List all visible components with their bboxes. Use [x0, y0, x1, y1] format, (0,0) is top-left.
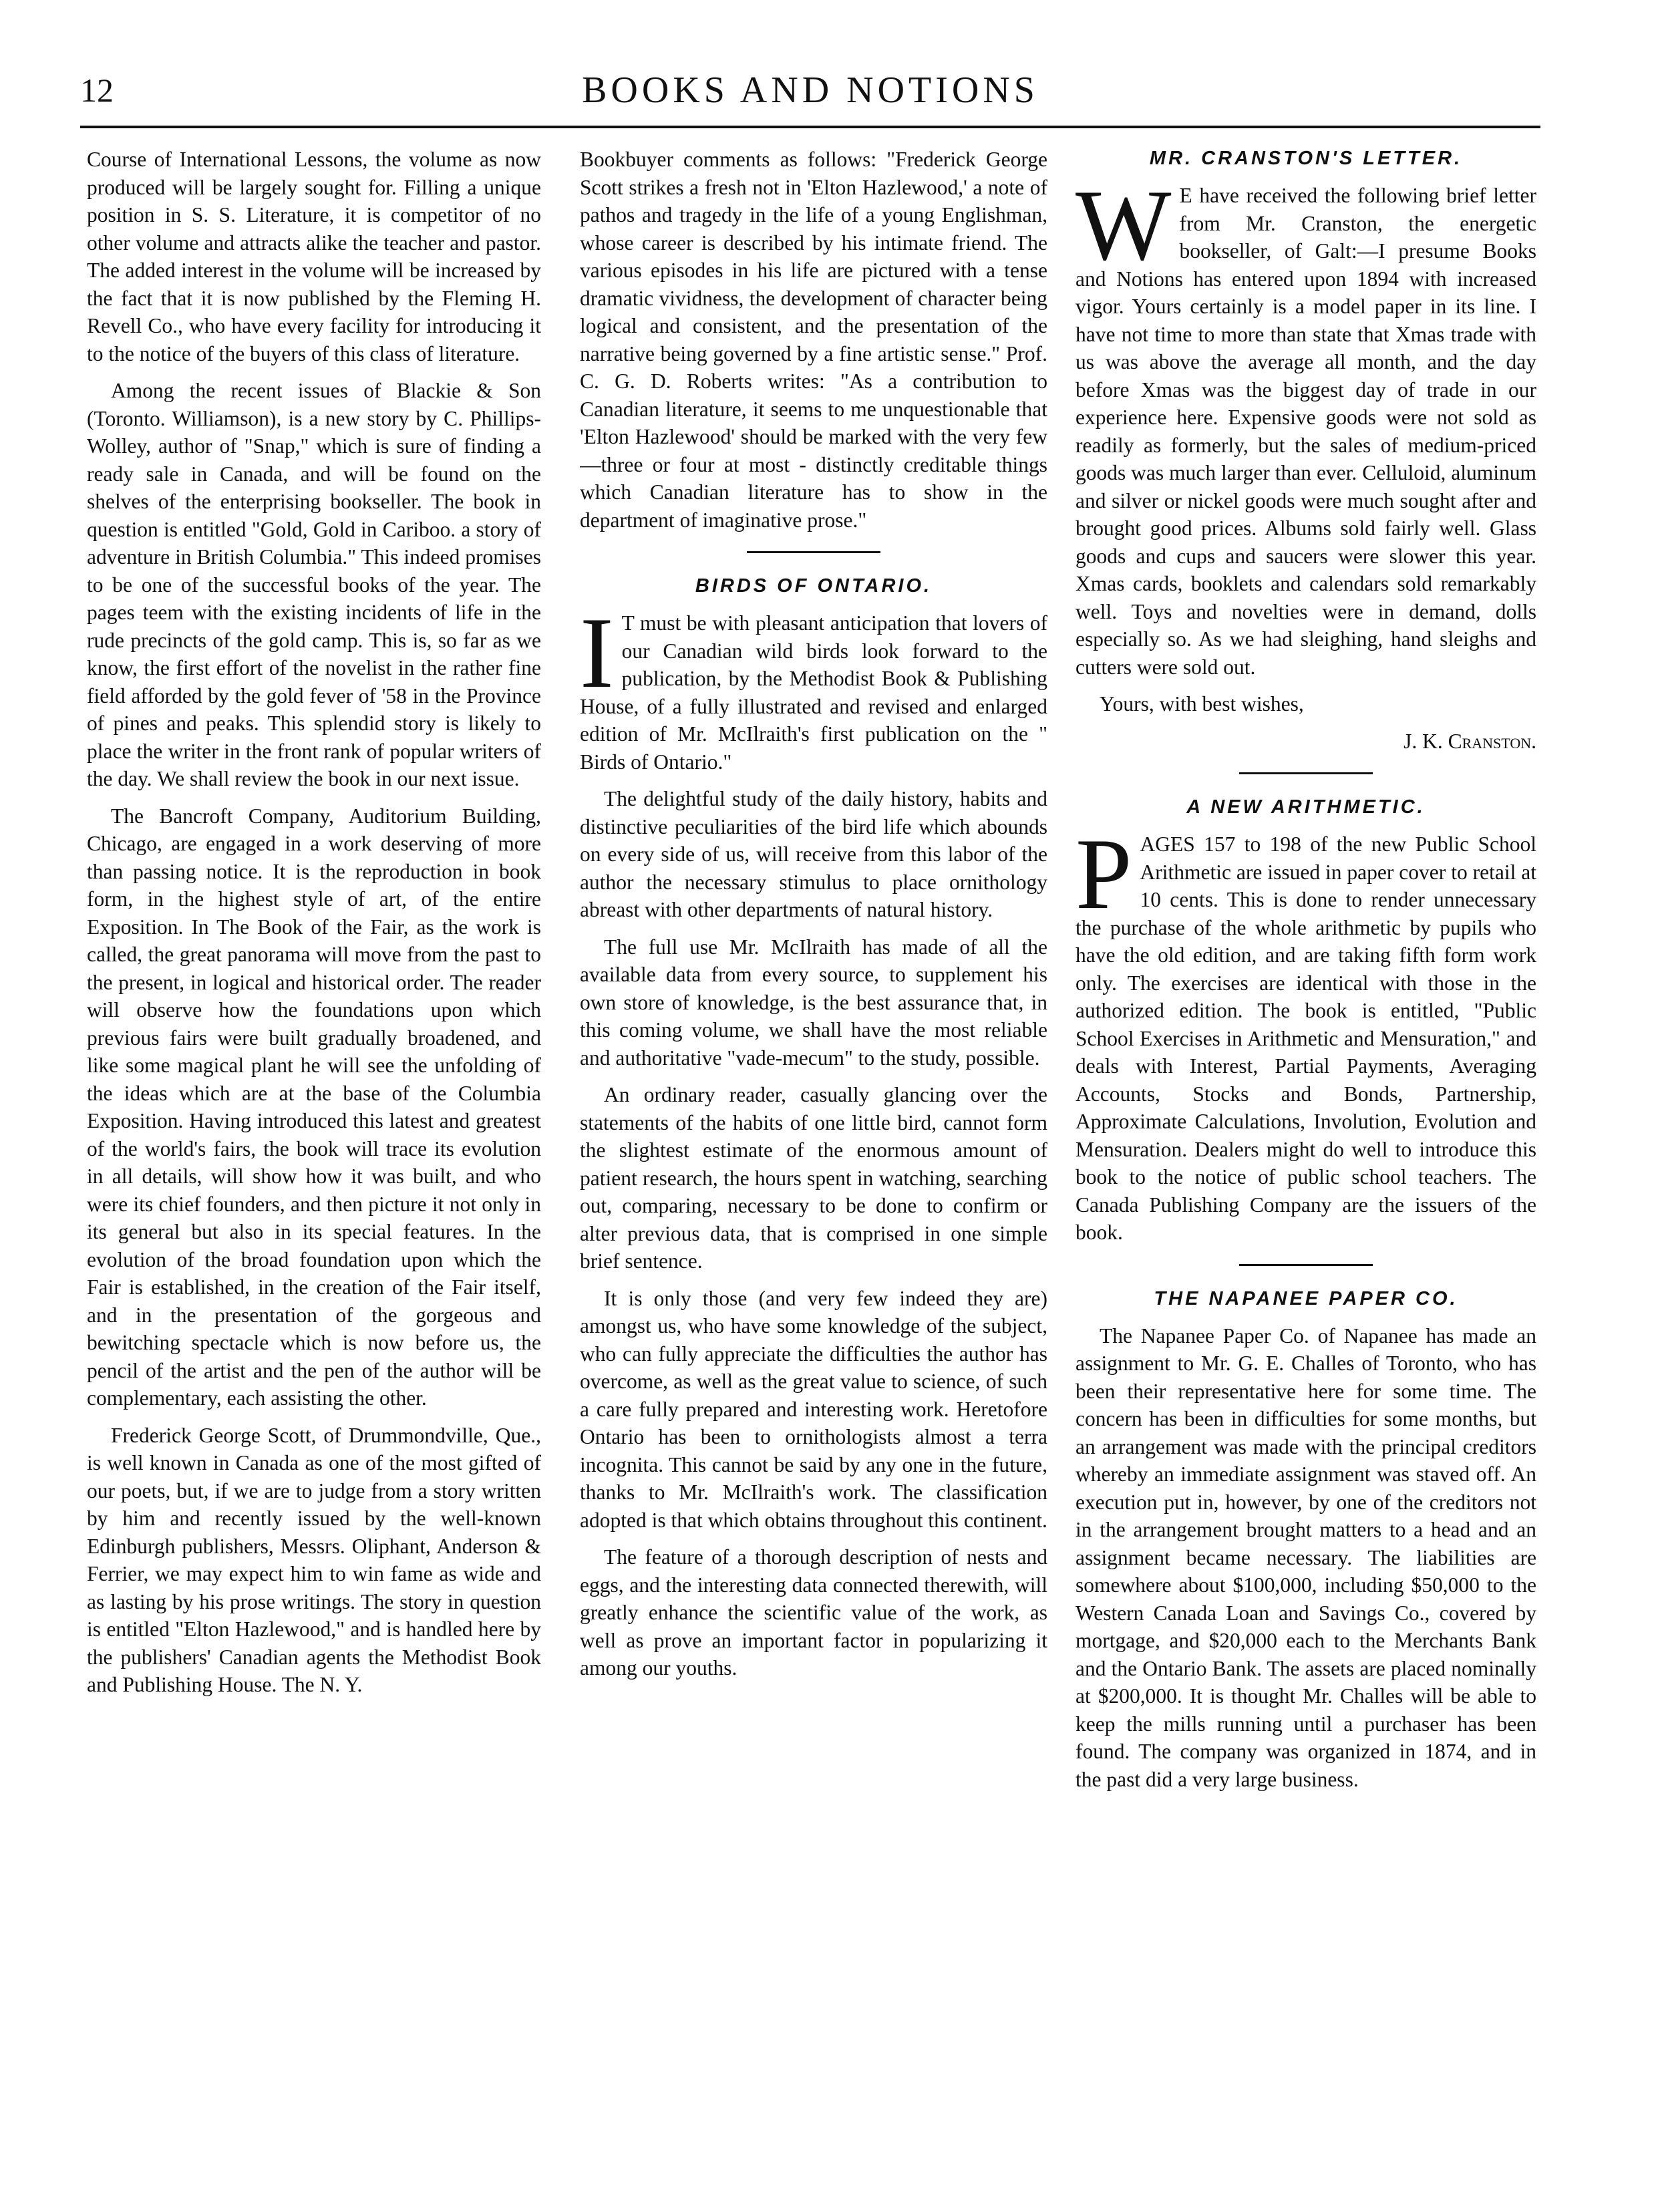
paragraph-birds-difficulties: It is only those (and very few indeed they are) amongst us, who have some knowledge of the subject, who can fully appreciate the difficulties the author has overcome, as well as the great value to science, of such a care fully prepared and interesting work. Heretofore Ontario has been to ornithologists almost a terra incognita. This cannot be said by any one in the future, thanks to Mr. McIlraith's work. The classification adopted is that which obtains throughout this continent. [580, 1286, 1047, 1532]
paragraph-napanee-paper: The Napanee Paper Co. of Napanee has made an assignment to Mr. G. E. Challes of Toronto, who has been their representative here for some time. The concern has been in difficulties for some months, but an arrangement was made with the principal creditors whereby an immediate assignment was staved off. An execution put in, however, by one of the creditors not in the arrangement brought matters to a head and an assignment became necessary. The liabilities are somewhere about $100,000, including $50,000 to the Western Canada Loan and Savings Co., covered by mortgage, and $20,000 each to the Merchants Bank and the Ontario Bank. The assets are placed nominally at $200,000. It is thought Mr. Challes will be able to keep the mills running until a purchaser has been found. The company was organized in 1874, and in the past did a very large business. [1076, 1323, 1536, 1791]
paragraph-birds-data: The full use Mr. McIlraith has made of all the available data from every source, to supplement his own store of knowledge, is the best assurance that, in this coming volume, we shall have the most reliable and authoritative "vade-mecum" to the study, possible. [580, 935, 1047, 1070]
drop-cap: P [1076, 818, 1132, 930]
letter-signoff: Yours, with best wishes, [1100, 692, 1304, 716]
column-left [87, 146, 541, 2177]
paragraph-frederick-george-scott: Frederick George Scott, of Drummondville, Que., is well known in Canada as one of the most gifted of our poets, but, if we are to judge from a story written by him and recently issued by the well-known Edinburgh publishers, Messrs. Oliphant, Anderson & Ferrier, we may expect him to win fame as wide and as lasting by his prose writings. The story in question is entitled "Elton Hazlewood," and is handled here by the publishers' Canadian agents the Methodist Book and Publishing House. The N. Y. [87, 1423, 541, 1696]
publication-title: BOOKS AND NOTIONS [582, 69, 1039, 111]
section-title-birds-of-ontario: BIRDS OF ONTARIO. [695, 575, 933, 597]
paragraph-text: E have received the following brief letter from Mr. Cranston, the energetic bookseller, of Galt:—I presume Books and Notions has entered upon 1894 with increased vigor. Yours certainly is a model paper in its line. I have not time to more than state that Xmas trade with us was above the average all month, and the day before Xmas was the biggest day of trade in our experience here. Expensive goods were not sold as readily as formerly, but the sales of medium-priced goods was much larger than ever. Celluloid, aluminum and silver or nickel goods were much sought after and brought good prices. Albums sold fairly well. Glass goods and cups and saucers were slower this year. Xmas cards, booklets and calendars sold remarkably well. Toys and novelties were in demand, dolls especially so. As we had sleighing, hand sleighs and cutters were sold out. [1076, 184, 1536, 679]
paragraph-arithmetic [1076, 818, 1536, 1247]
paragraph-text: T must be with pleasant anticipation that lovers of our Canadian wild birds look forward to the publication, by the Methodist Book & Publishing House, of a fully illustrated and revised and enlarged edition of Mr. McIlraith's first publication on the " Birds of Ontario." [580, 611, 1047, 774]
section-title-cranston-letter: MR. CRANSTON'S LETTER. [1149, 148, 1463, 169]
column-middle [580, 146, 1047, 2177]
paragraph-birds-study: The delightful study of the daily history, habits and distinctive peculiarities of the bird life which abounds on every side of us, will receive from this labor of the author the necessary stimulus to place ornithology abreast with other departments of natural history. [580, 787, 1047, 921]
header-rule [80, 126, 1540, 128]
paragraph-text: AGES 157 to 198 of the new Public School Arithmetic are issued in paper cover to retail at 10 cents. This is done to render unnecessary the purchase of the whole arithmetic by pupils who have the old edition, and are taking fifth form work only. The exercises are identical with those in the authorized edition. The book is entitled, "Public School Exercises in Arithmetic and Mensuration," and deals with Interest, Partial Payments, Averaging Accounts, Stocks and Bonds, Partnership, Approximate Calculations, Involution, Evolution and Mensuration. Dealers might do well to introduce this book to the notice of public school teachers. The Canada Publishing Company are the issuers of the book. [1076, 832, 1536, 1244]
section-title-new-arithmetic: A NEW ARITHMETIC. [1186, 796, 1426, 818]
letter-signature: J. K. Cranston. [1403, 729, 1536, 753]
paragraph-bookbuyer-comments: Bookbuyer comments as follows: "Frederick George Scott strikes a fresh not in 'Elton Hazlewood,' a note of pathos and tragedy in the life of a young Englishman, whose career is described by his intimate friend. The various episodes in his life are pictured with a tense dramatic vividness, the development of character being logical and consistent, and the presentation of the narrative being governed by a fine artistic sense." Prof. C. G. D. Roberts writes: "As a contribution to Canadian literature, it seems to me unquestionable that 'Elton Hazlewood' should be marked with the very few—three or four at most - distinctly creditable things which Canadian literature has to show in the department of imaginative prose." [580, 148, 1047, 532]
paragraph-international-lessons: Course of International Lessons, the volume as now produced will be largely sought for. Filling a unique position in S. S. Literature, it is competitor of no other volume and attracts alike the teacher and pastor. The added interest in the volume will be increased by the fact that it is now published by the Fleming H. Revell Co., who have every facility for introducing it to the notice of the buyers of this class of literature. [87, 148, 541, 365]
page-header [80, 70, 1540, 117]
column-right [1076, 146, 1536, 2177]
paragraph-birds-reader: An ordinary reader, casually glancing over the statements of the habits of one little bird, cannot form the slightest estimate of the enormous amount of patient research, the hours spent in watching, searching out, comparing, necessary to be done to confirm or alter previous data, that is comprised in one simple brief sentence. [580, 1083, 1047, 1273]
page-number: 12 [80, 71, 114, 109]
section-divider [747, 551, 880, 553]
section-title-napanee-paper: THE NAPANEE PAPER CO. [1154, 1287, 1458, 1309]
paragraph-cranston-letter [1076, 169, 1536, 681]
drop-cap: W [1076, 169, 1172, 281]
section-divider [1239, 772, 1373, 774]
drop-cap: I [580, 597, 614, 709]
paragraph-blackie-son: Among the recent issues of Blackie & Son (Toronto. Williamson), is a new story by C. Phillips-Wolley, author of "Snap," which is sure of finding a ready sale in Canada, and will be found on the shelves of the enterprising bookseller. The book in question is entitled "Gold, Gold in Cariboo. a story of adventure in British Columbia." This indeed promises to be one of the successful books of the year. The pages teem with the existing incidents of life in the rude precincts of the gold camp. This is, so far as we know, the first effort of the novelist in the rather fine field afforded by the gold fever of '58 in the Province of pines and peaks. This splendid story is likely to place the writer in the front rank of popular writers of the day. We shall review the book in our next issue. [87, 379, 541, 790]
paragraph-birds-nests: The feature of a thorough description of nests and eggs, and the interesting data connected therewith, will greatly enhance the scientific value of the work, as well as prove an important factor in popularizing it among our youths. [580, 1545, 1047, 1680]
paragraph-bancroft-company: The Bancroft Company, Auditorium Building, Chicago, are engaged in a work deserving of more than passing notice. It is the reproduction in book form, in the highest style of art, of the entire Exposition. In The Book of the Fair, as the work is called, the great panorama will move from the past to the present, in logical and historical order. The reader will observe how the foundations upon which previous fairs were built gradually broadened, and like some magical plant he will see the unfolding of the ideas which are at the base of the Columbia Exposition. Having introduced this latest and greatest of the world's fairs, the book will trace its evolution in all details, will show how it was built, and who were its chief founders, and then picture it not only in its general but also in its special features. In the evolution of the broad foundation upon which the Fair is established, in the creation of the Fair itself, and in the presentation of the gorgeous and bewitching spectacle which is now before us, the pencil of the artist and the pen of the author will be complementary, each assisting the other. [87, 804, 541, 1410]
paragraph-birds-intro [580, 597, 1047, 776]
section-divider [1239, 1264, 1373, 1266]
